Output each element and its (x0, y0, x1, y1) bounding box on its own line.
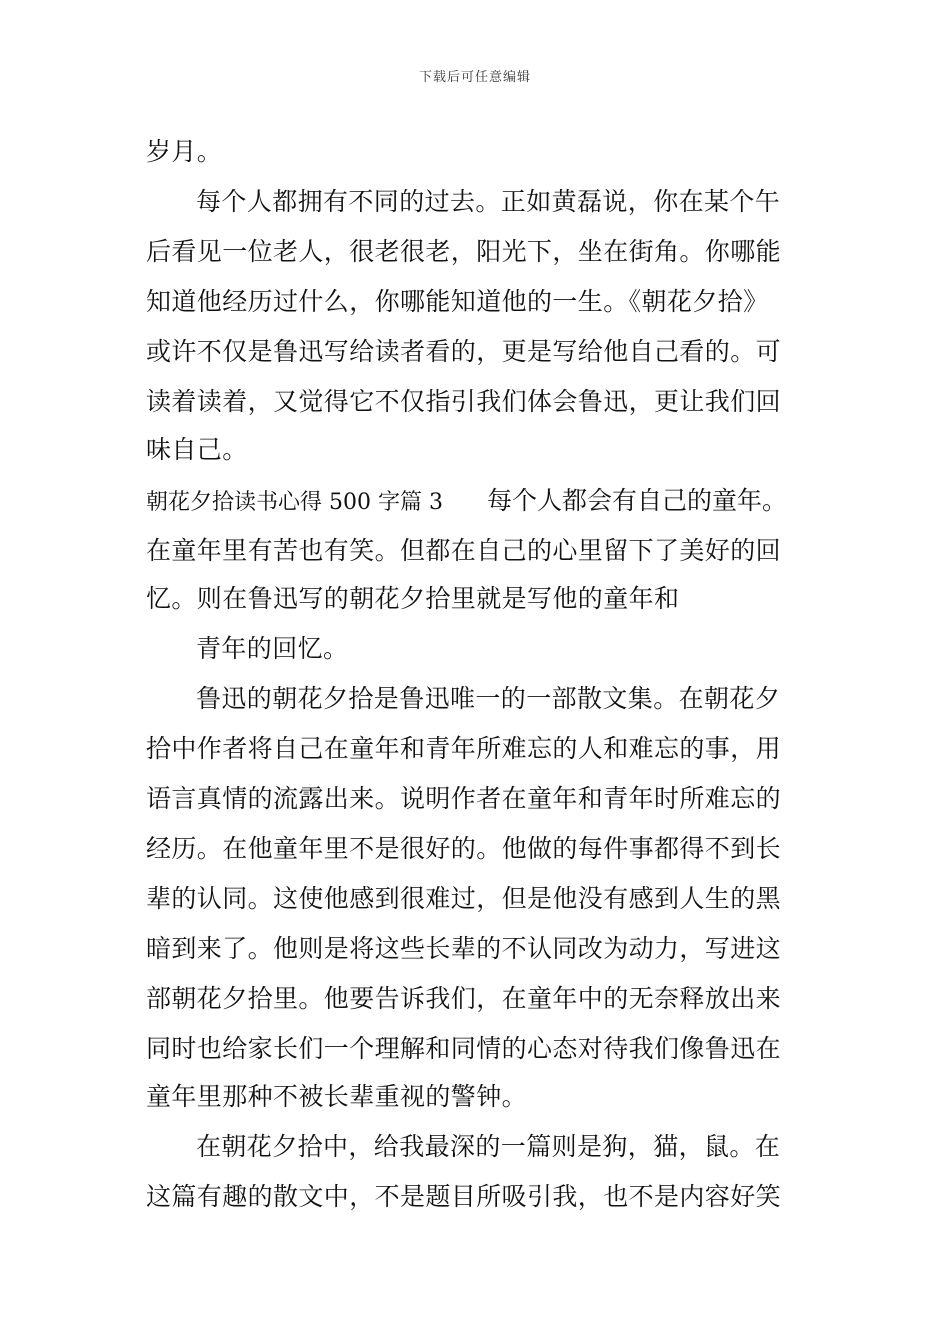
text-line: 每个人都拥有不同的过去。正如黄磊说，你在某个午 (196, 187, 781, 216)
section-heading-line (146, 486, 787, 518)
text-line: 童年里那种不被长辈重视的警钟。 (146, 1082, 528, 1111)
text-line: 同时也给家长们一个理解和同情的心态对待我们像鲁迅在 (146, 1034, 782, 1063)
text-line: 后看见一位老人，很老很老，阳光下，坐在街角。你哪能 (146, 237, 782, 266)
text-line: 拾中作者将自己在童年和青年所难忘的人和难忘的事，用 (146, 734, 782, 763)
text-line: 读着读着，又觉得它不仅指引我们体会鲁迅，更让我们回 (146, 387, 782, 416)
text-line: 辈的认同。这使他感到很难过，但是他没有感到人生的黑 (146, 884, 782, 913)
text-line: 鲁迅的朝花夕拾是鲁迅唯一的一部散文集。在朝花夕 (196, 684, 781, 713)
text-line: 味自己。 (146, 435, 248, 464)
section-title: 朝花夕拾读书心得 500 字篇 3 (146, 490, 443, 515)
text-line: 岁月。 (146, 137, 223, 166)
text-line: 在童年里有苦也有笑。但都在自己的心里留下了美好的回 (146, 536, 782, 565)
text-line: 这篇有趣的散文中，不是题目所吸引我，也不是内容好笑 (146, 1182, 782, 1211)
section-first-sentence: 每个人都会有自己的童年。 (486, 486, 787, 515)
text-line: 暗到来了。他则是将这些长辈的不认同改为动力，写进这 (146, 934, 782, 963)
text-line: 或许不仅是鲁迅写给读者看的，更是写给他自己看的。可 (146, 337, 782, 366)
page-header: 下载后可任意编辑 (418, 70, 531, 85)
text-line: 知道他经历过什么，你哪能知道他的一生。《朝花夕拾》 (146, 287, 769, 316)
text-line: 语言真情的流露出来。说明作者在童年和青年时所难忘的 (146, 784, 782, 813)
text-line: 青年的回忆。 (196, 634, 349, 663)
text-line: 经历。在他童年里不是很好的。他做的每件事都得不到长 (146, 834, 782, 863)
text-line: 在朝花夕拾中，给我最深的一篇则是狗，猫，鼠。在 (196, 1132, 781, 1161)
text-line: 忆。则在鲁迅写的朝花夕拾里就是写他的童年和 (146, 584, 680, 613)
text-line: 部朝花夕拾里。他要告诉我们，在童年中的无奈释放出来 (146, 984, 782, 1013)
